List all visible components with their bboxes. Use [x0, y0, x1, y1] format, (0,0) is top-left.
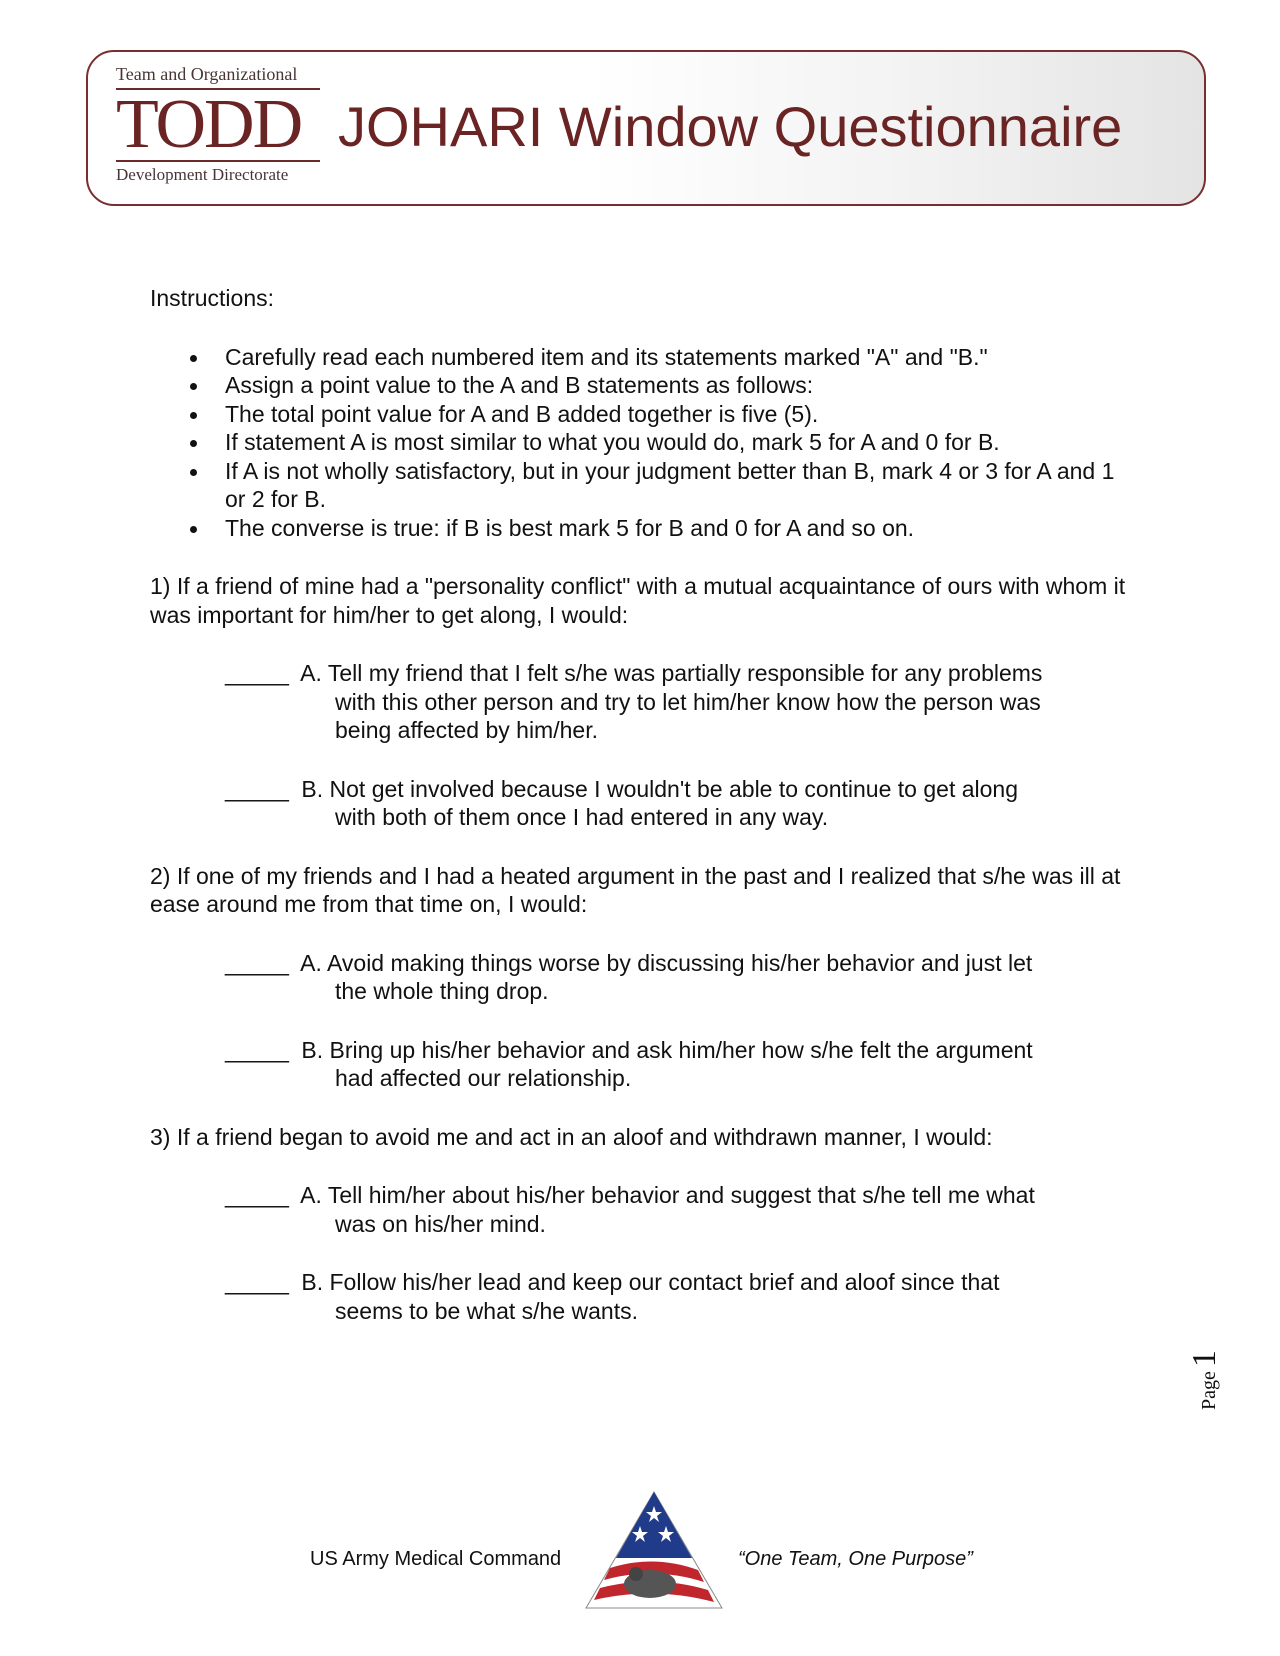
answer-blank[interactable]: _____	[225, 949, 289, 976]
option-text: A. Avoid making things worse by discussing his/her behavior and just let	[300, 949, 1033, 976]
todd-logo	[116, 64, 320, 185]
option-text: A. Tell him/her about his/her behavior and suggest that s/he tell me what	[300, 1182, 1035, 1208]
medcom-emblem-icon	[580, 1488, 728, 1614]
page-label: Page	[1198, 1371, 1220, 1410]
footer-motto: “One Team, One Purpose”	[738, 1548, 973, 1570]
logo-bottom-text: Development Directorate	[116, 160, 320, 185]
instructions-list	[150, 343, 1130, 543]
question-2-option-b	[225, 1036, 1130, 1093]
option-text-continued: had affected our relationship.	[335, 1065, 632, 1091]
document-body	[150, 284, 1130, 1355]
question-1: 1) If a friend of mine had a "personality conflict" with a mutual acquaintance of ours with whom it was important for him/her to get along, I would:	[150, 573, 1126, 628]
option-text-continued: seems to be what s/he wants.	[335, 1297, 638, 1324]
header-banner	[86, 50, 1206, 206]
logo-main-text: TODD	[116, 86, 302, 163]
option-text: B. Bring up his/her behavior and ask him/her how s/he felt the argument	[301, 1036, 1033, 1063]
question-3: 3) If a friend began to avoid me and act in an aloof and withdrawn manner, I would:	[150, 1123, 993, 1150]
option-text-continued: was on his/her mind.	[335, 1210, 546, 1237]
question-2-option-a	[225, 949, 1130, 1006]
answer-blank[interactable]: _____	[225, 775, 289, 802]
option-text-continued: with this other person and try to let him/her know how the person was	[335, 688, 1041, 715]
page-title: JOHARI Window Questionnaire	[338, 95, 1123, 158]
question-2: 2) If one of my friends and I had a heated argument in the past and I realized that s/he was ill at ease around me from that time on, I would:	[150, 862, 1121, 917]
instruction-item: The total point value for A and B added together is five (5).	[150, 400, 1130, 429]
option-text: B. Follow his/her lead and keep our contact brief and aloof since that	[301, 1269, 1000, 1295]
question-3-option-b	[225, 1268, 1130, 1325]
option-text: B. Not get involved because I wouldn't be able to continue to get along	[301, 775, 1018, 802]
option-text: A. Tell my friend that I felt s/he was partially responsible for any problems	[300, 660, 1043, 686]
instruction-item: If statement A is most similar to what you would do, mark 5 for A and 0 for B.	[150, 428, 1130, 457]
question-1-option-b	[225, 775, 1130, 832]
answer-blank[interactable]: _____	[225, 660, 289, 686]
option-text-continued: the whole thing drop.	[335, 978, 549, 1004]
page-value: 1	[1186, 1350, 1223, 1368]
footer-organization: US Army Medical Command	[310, 1548, 562, 1570]
instruction-item: Assign a point value to the A and B statements as follows:	[150, 371, 1130, 400]
instruction-item: Carefully read each numbered item and its statements marked "A" and "B."	[150, 343, 1130, 372]
instructions-heading: Instructions:	[150, 285, 274, 311]
answer-blank[interactable]: _____	[225, 1182, 289, 1208]
option-text-continued: with both of them once I had entered in any way.	[335, 804, 829, 830]
answer-blank[interactable]: _____	[225, 1269, 289, 1295]
page-number	[1186, 1350, 1224, 1410]
instruction-item: The converse is true: if B is best mark 5 for B and 0 for A and so on.	[150, 514, 1130, 543]
instruction-item: If A is not wholly satisfactory, but in your judgment better than B, mark 4 or 3 for A and 1 or 2 for B.	[150, 457, 1130, 514]
question-3-option-a	[225, 1181, 1130, 1238]
logo-top-text: Team and Organizational	[116, 64, 320, 90]
option-text-continued: being affected by him/her.	[335, 717, 598, 743]
question-1-option-a	[225, 659, 1130, 745]
answer-blank[interactable]: _____	[225, 1036, 289, 1063]
